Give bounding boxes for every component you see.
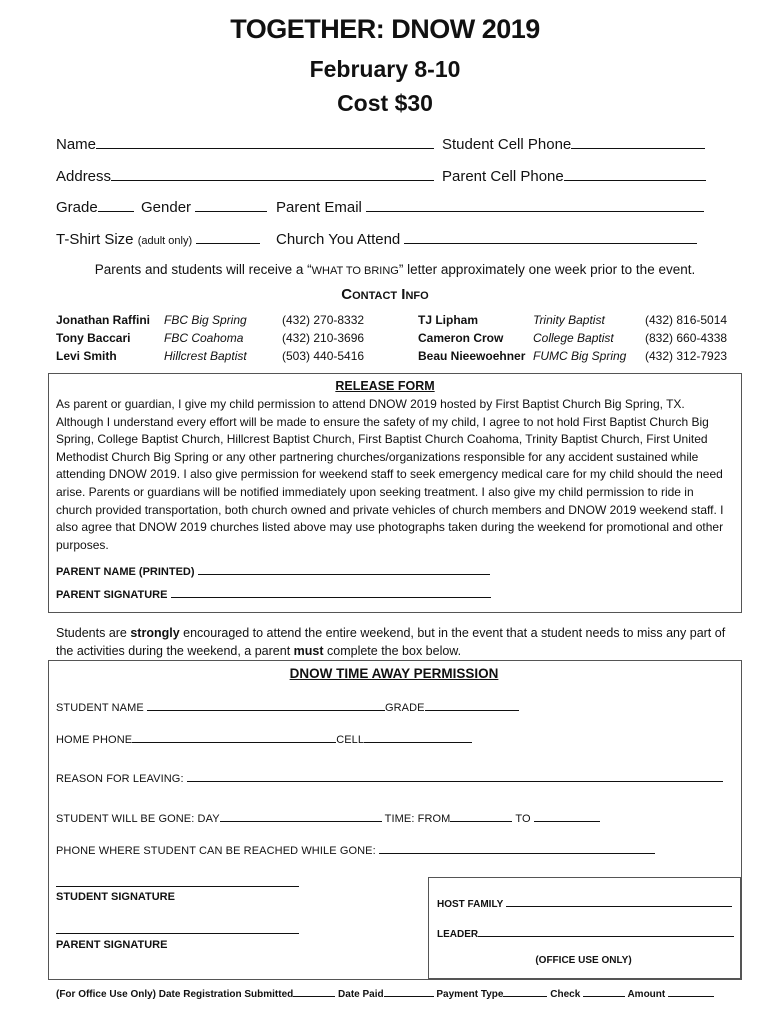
contact-row: Cameron Crow College Baptist (832) 660-4338 <box>418 331 728 345</box>
event-dates: February 8-10 <box>309 56 461 82</box>
contact-info-heading: Contact Info <box>341 286 429 303</box>
cell-inline-label: CELL <box>336 734 365 746</box>
contacts-left <box>56 311 364 365</box>
student-name-field[interactable]: STUDENT NAME GRADE <box>56 701 519 714</box>
gender-field[interactable] <box>141 199 267 216</box>
student-cell-label: Student Cell Phone <box>442 136 572 153</box>
release-parent-signature-field[interactable]: PARENT SIGNATURE <box>56 588 491 601</box>
office-use-label: (OFFICE USE ONLY) <box>535 955 632 966</box>
name-label: Name <box>56 136 97 153</box>
student-signature-label: STUDENT SIGNATURE <box>56 891 175 903</box>
contact-row: TJ Lipham Trinity Baptist (432) 816-5014 <box>418 313 728 327</box>
release-form-body: As parent or guardian, I give my child permission to attend DNOW 2019 hosted by First Baptist Church Big Spring, TX. Although I understand every effort will be made to ensure the safety of my child, I agree to not hold First Baptist Church Big Spring, College Baptist Church, Hillcrest Baptist Church, First Baptist Church Coahoma, Trinity Baptist Church, First United Methodist Church Big Spring or any other partnering churches/organizations responsible for any accident sustained while attending DNOW 2019. I also give permission for weekend staff to seek emergency medical care for my child should the need arise. Parents or guardians will be notified immediately upon seeking treatment. I also give my child permission to ride in church provided transportation, both church owned and private vehicles of church members and DNOW 2019 weekend staff. I also agree that DNOW 2019 churches listed above may use photographs taken during the weekend for promotional and other purposes. <box>56 397 724 552</box>
office-footer: (For Office Use Only) Date Registration Submitted Date Paid Payment Type Check Amount <box>0 988 770 1000</box>
parent-cell-field[interactable] <box>442 168 706 185</box>
attendance-note: Students are strongly encouraged to attend the entire weekend, but in the event that a student needs to miss any part of the activities during the weekend, a parent must complete the box below. <box>56 626 726 658</box>
grade-inline-label: GRADE <box>384 702 425 714</box>
church-label: Church You Attend <box>276 231 401 248</box>
parent-signature-label: PARENT SIGNATURE <box>56 939 168 951</box>
what-to-bring-notice: Parents and students will receive a “WHAT TO BRING” letter approximately one week prior to the event. <box>94 262 696 277</box>
reason-field[interactable]: REASON FOR LEAVING: <box>56 772 723 785</box>
phone-reach-field[interactable]: PHONE WHERE STUDENT CAN BE REACHED WHILE GONE: <box>56 844 655 857</box>
time-away-title: DNOW TIME AWAY PERMISSION <box>289 666 499 681</box>
parent-signature-line[interactable] <box>56 933 299 934</box>
leader-field[interactable]: LEADER <box>437 928 734 940</box>
page-title: TOGETHER: DNOW 2019 <box>230 14 540 44</box>
contact-row: Levi Smith Hillcrest Baptist (503) 440-5416 <box>56 349 365 363</box>
release-form-title: RELEASE FORM <box>335 379 435 393</box>
parent-cell-label: Parent Cell Phone <box>442 168 564 185</box>
contact-row: Jonathan Raffini FBC Big Spring (432) 270-8332 <box>56 313 365 327</box>
contact-row: Tony Baccari FBC Coahoma (432) 210-3696 <box>56 331 365 345</box>
home-phone-field[interactable]: HOME PHONE CELL <box>56 733 472 746</box>
tshirt-note: (adult only) <box>137 235 193 247</box>
parent-email-label: Parent Email <box>276 199 362 216</box>
church-field[interactable] <box>276 231 697 248</box>
host-family-field[interactable]: HOST FAMILY <box>437 898 732 910</box>
tshirt-label: T-Shirt Size <box>56 231 134 248</box>
gender-label: Gender <box>141 199 192 216</box>
name-field[interactable] <box>56 136 434 153</box>
contacts-right <box>418 311 727 365</box>
student-cell-field[interactable] <box>442 136 705 153</box>
event-cost: Cost $30 <box>337 90 433 116</box>
tshirt-field[interactable] <box>56 231 260 248</box>
address-field[interactable] <box>56 168 434 185</box>
grade-field[interactable] <box>56 199 134 216</box>
gone-day-field[interactable]: STUDENT WILL BE GONE: DAY TIME: FROM TO <box>56 812 600 825</box>
parent-email-field[interactable] <box>276 199 704 216</box>
contact-row: Beau Nieewoehner FUMC Big Spring (432) 312-7923 <box>418 349 728 363</box>
parent-name-printed-field[interactable]: PARENT NAME (PRINTED) <box>56 565 490 578</box>
grade-label: Grade <box>56 199 98 216</box>
what-to-bring-text: WHAT TO BRING <box>311 265 399 277</box>
address-label: Address <box>56 168 112 185</box>
student-signature-line[interactable] <box>56 886 299 887</box>
